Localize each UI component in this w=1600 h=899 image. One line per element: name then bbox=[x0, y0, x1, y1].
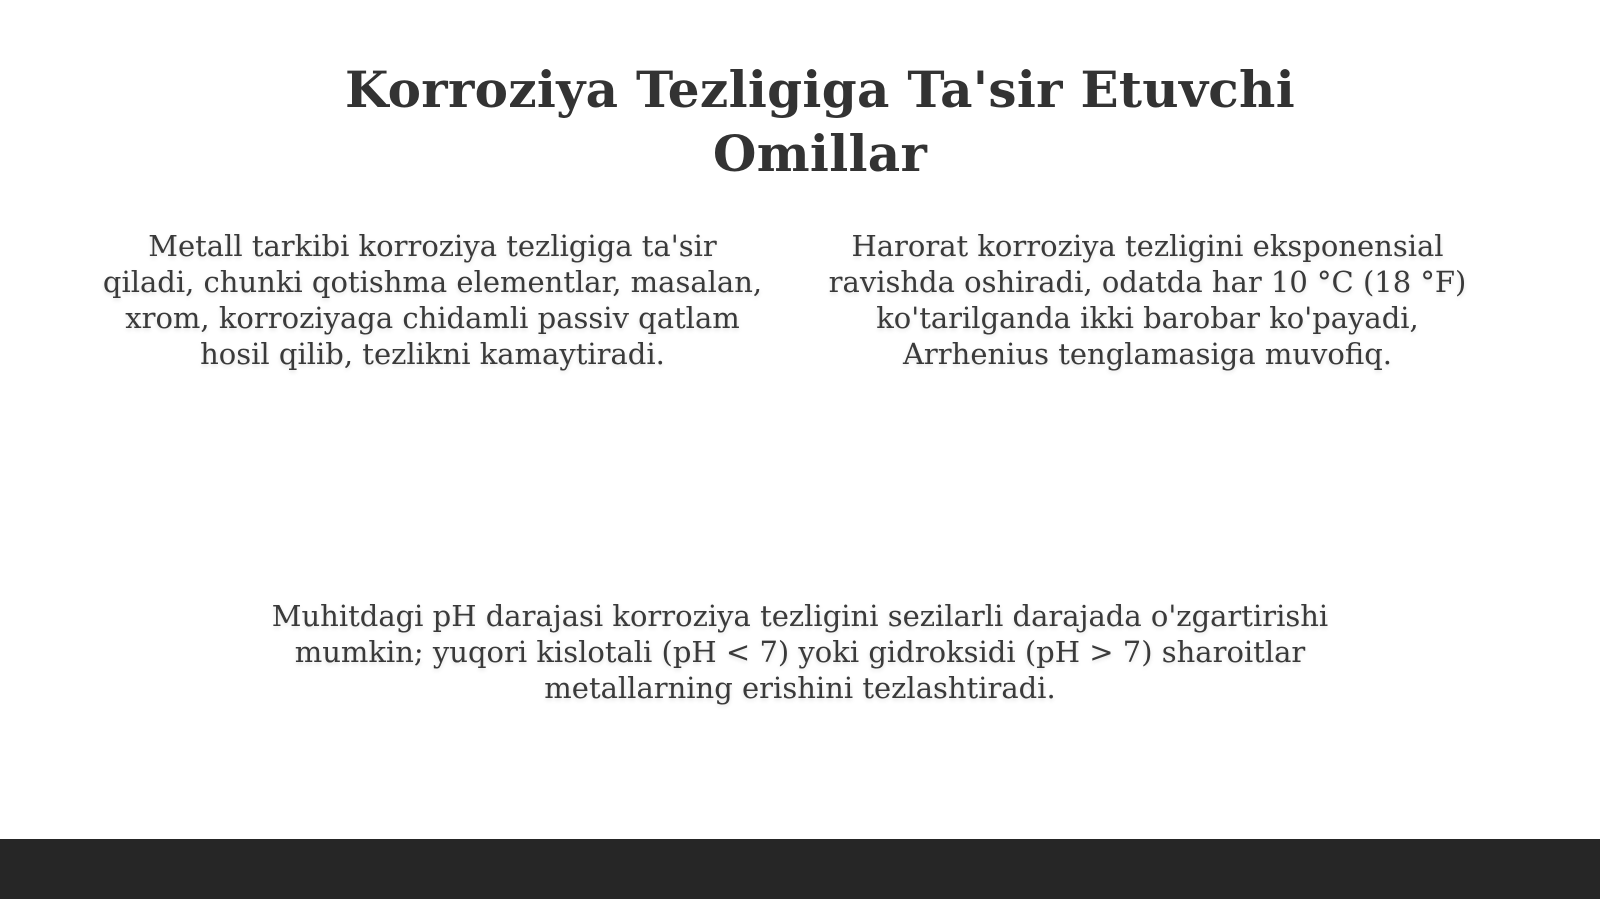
paragraph-metal-composition: Metall tarkibi korroziya tezligiga ta'sir qiladi, chunki qotishma elementlar, masalan, xrom, korroziyaga chidamli passiv qatlam hosil qilib, tezlikni kamaytiradi. bbox=[102, 229, 763, 371]
paragraph-ph-level: Muhitdagi pH darajasi korroziya tezligini sezilarli darajada o'zgartirishi mumkin; yuqori kislotali (pH < 7) yoki gidroksidi (pH > 7) sharoitlar metallarning erishini tezlashtiradi. bbox=[271, 599, 1329, 705]
footer-bar bbox=[0, 839, 1600, 899]
paragraph-temperature: Harorat korroziya tezligini eksponensial ravishda oshiradi, odatda har 10 °C (18 °F) ko'tarilganda ikki barobar ko'payadi, Arrhenius tenglamasiga muvofiq. bbox=[828, 229, 1467, 371]
slide-title: Korroziya Tezligiga Ta'sir Etuvchi Omillar bbox=[345, 60, 1295, 183]
